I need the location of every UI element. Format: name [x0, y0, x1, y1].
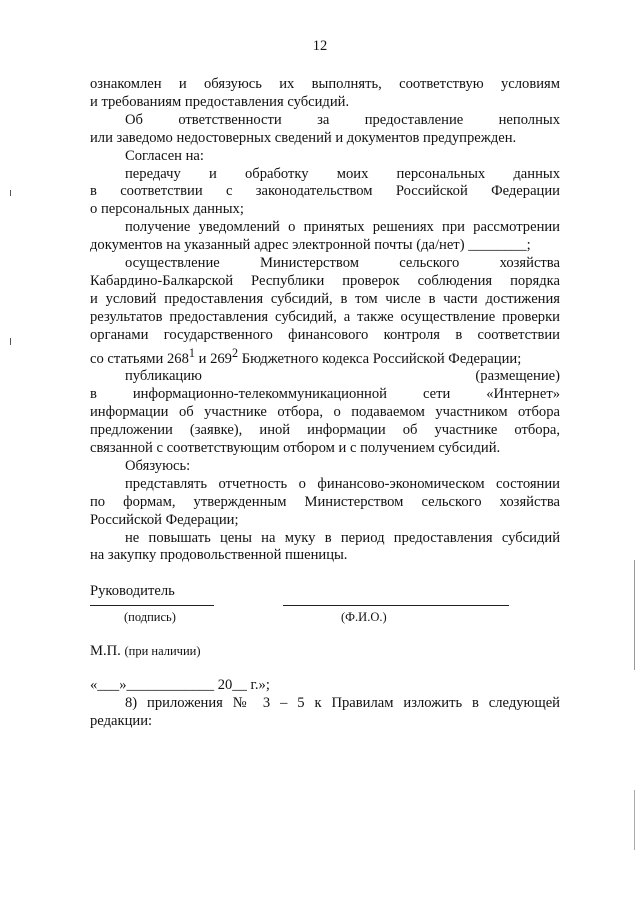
text-line: публикацию (размещение): [125, 368, 560, 385]
text-fragment: и 269: [194, 350, 232, 367]
text-line: представлять отчетность о финансово-экономическом состоянии: [125, 475, 560, 492]
stamp-note: (при наличии): [124, 644, 201, 659]
text-line: передачу и обработку моих персональных данных: [125, 165, 560, 182]
text-line: Обязуюсь:: [125, 457, 191, 474]
text-line: предложении (заявке), иной информации об участнике отбора,: [90, 422, 560, 439]
text-line: не повышать цены на муку в период предоставления субсидий: [125, 529, 560, 546]
superscript: 1: [188, 345, 195, 360]
text-line: и требованиям предоставления субсидий.: [90, 93, 350, 110]
text-line: по формам, утвержденным Министерством сельского хозяйства: [90, 493, 560, 510]
text-line: о персональных данных;: [90, 201, 244, 218]
text-line: связанной с соответствующим отбором и с получением субсидий.: [90, 439, 501, 456]
stamp-label: М.П.: [90, 643, 121, 660]
text-line: или заведомо недостоверных сведений и документов предупрежден.: [90, 129, 517, 146]
text-line: ознакомлен и обязуюсь их выполнять, соответствую условиям: [90, 76, 560, 92]
text-line: в информационно-телекоммуникационной сети «Интернет»: [90, 386, 560, 403]
text-fragment: Бюджетного кодекса Российской Федерации;: [238, 350, 522, 367]
name-caption: (Ф.И.О.): [341, 610, 387, 625]
text-line: информации об участнике отбора, о подаваемом участником отбора: [90, 404, 560, 421]
scan-mark: [10, 338, 11, 345]
text-fragment: со статьями 268: [90, 350, 189, 367]
signature-line: [90, 605, 214, 606]
text-line: [90, 345, 560, 369]
text-line: органами государственного финансового контроля в соответствии: [90, 326, 560, 343]
text-line: документов на указанный адрес электронной почты (да/нет) ________;: [90, 237, 531, 254]
signature-heading: Руководитель: [90, 583, 175, 600]
text-line: результатов предоставления субсидий, а также осуществление проверки: [90, 308, 560, 325]
stamp-place: [90, 643, 560, 661]
signature-lines: [90, 603, 560, 637]
text-line: осуществление Министерством сельского хозяйства: [125, 255, 560, 272]
page-number: 12: [312, 38, 328, 54]
document-body: [90, 76, 560, 731]
text-line: Согласен на:: [125, 147, 204, 164]
text-line: на закупку продовольственной пшеницы.: [90, 547, 348, 564]
text-line: и условий предоставления субсидий, в том числе в части достижения: [90, 290, 560, 307]
scan-edge-mark: [634, 560, 635, 670]
text-line: Об ответственности за предоставление неполных: [125, 111, 560, 128]
scan-mark: [10, 190, 11, 196]
text-line: Российской Федерации;: [90, 511, 239, 528]
scan-edge-mark: [634, 790, 635, 850]
text-line: в соответствии с законодательством Российской Федерации: [90, 183, 560, 200]
date-line: «___»____________ 20__ г.»;: [90, 677, 270, 694]
text-line: редакции:: [90, 712, 153, 729]
signature-caption: (подпись): [124, 610, 176, 625]
name-line: [283, 605, 509, 606]
text-line: Кабардино-Балкарской Республики проверок соблюдения порядка: [90, 272, 560, 289]
superscript: 2: [231, 345, 239, 360]
text-line: получение уведомлений о принятых решениях при рассмотрении: [125, 219, 560, 236]
text-line: 8) приложения № 3 – 5 к Правилам изложить в следующей: [125, 695, 560, 712]
